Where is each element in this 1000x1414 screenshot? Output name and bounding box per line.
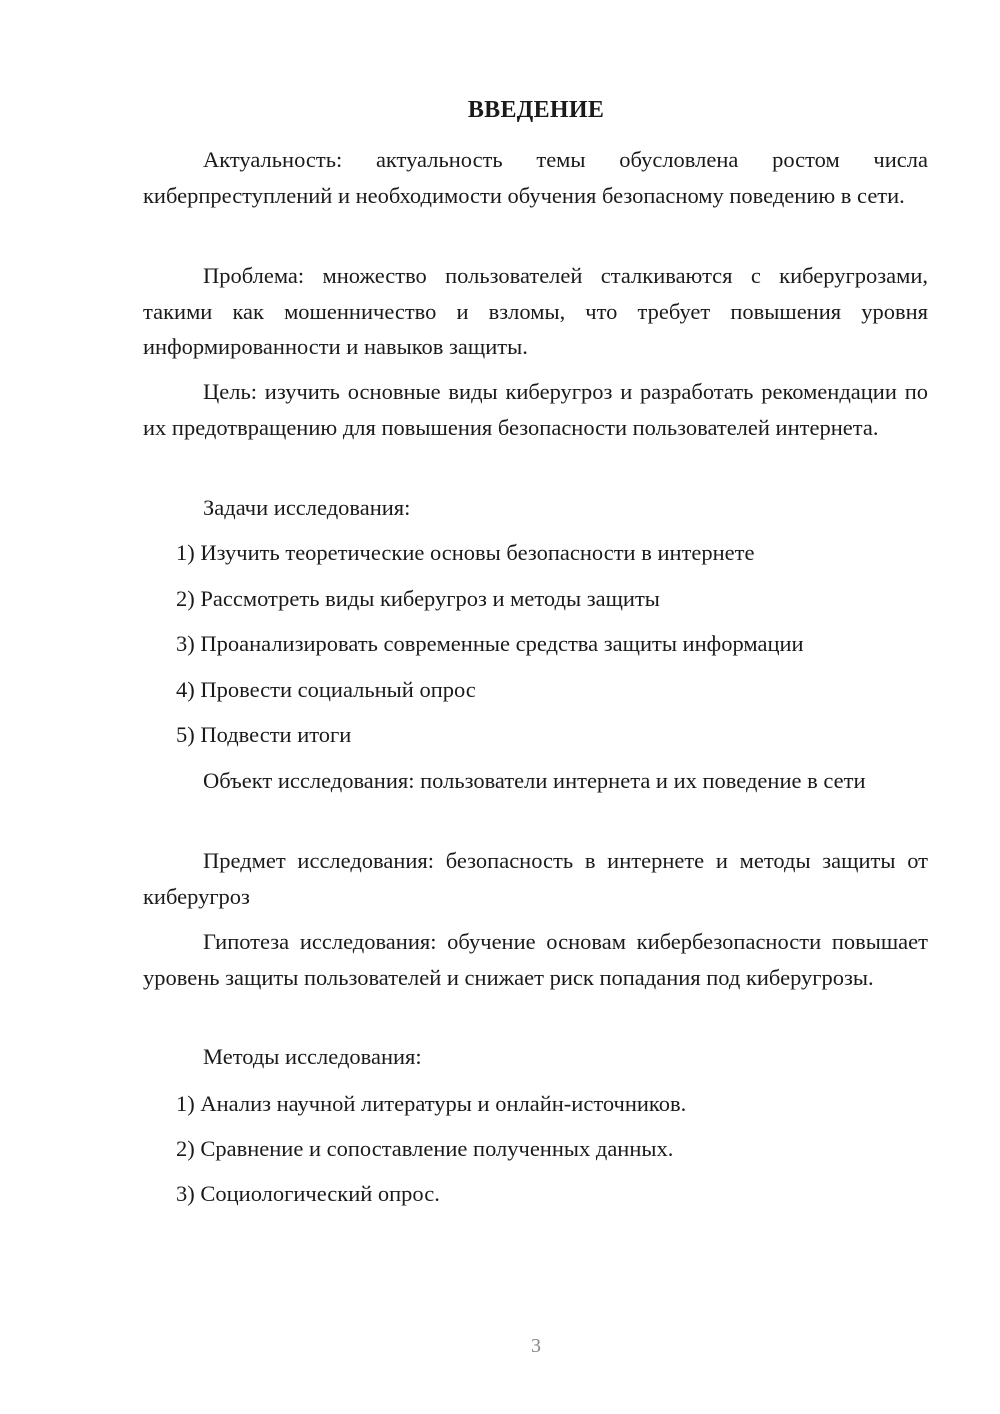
tasks-heading: Задачи исследования:	[203, 495, 411, 520]
task-item: 1) Изучить теоретические основы безопасности в интернете	[176, 540, 755, 565]
subject-paragraph: Предмет исследования: безопасность в интернете и методы защиты от киберугроз	[143, 848, 928, 909]
task-item: 3) Проанализировать современные средства защиты информации	[176, 631, 804, 656]
task-item: 2) Рассмотреть виды киберугроз и методы защиты	[176, 586, 660, 611]
task-item: 4) Провести социальный опрос	[176, 677, 476, 702]
page-title: ВВЕДЕНИЕ	[467, 97, 605, 123]
methods-heading: Методы исследования:	[203, 1044, 422, 1069]
problem-paragraph: Проблема: множество пользователей сталкиваются с киберугрозами, такими как мошенничество и взломы, что требует повышения уровня информированности и навыков защиты.	[143, 263, 928, 359]
object-paragraph: Объект исследования: пользователи интернета и их поведение в сети	[203, 768, 866, 793]
hypothesis-paragraph: Гипотеза исследования: обучение основам кибербезопасности повышает уровень защиты пользователей и снижает риск попадания под киберугрозы.	[143, 929, 928, 990]
page-number: 3	[531, 1335, 541, 1357]
task-item: 5) Подвести итоги	[176, 722, 352, 747]
method-item: 2) Сравнение и сопоставление полученных данных.	[176, 1136, 674, 1161]
relevance-paragraph: Актуальность: актуальность темы обусловлена ростом числа киберпреступлений и необходимости обучения безопасному поведению в сети.	[143, 147, 928, 208]
method-item: 1) Анализ научной литературы и онлайн-источников.	[176, 1091, 687, 1116]
goal-paragraph: Цель: изучить основные виды киберугроз и разработать рекомендации по их предотвращению для повышения безопасности пользователей интернета.	[143, 379, 928, 440]
method-item: 3) Социологический опрос.	[176, 1181, 440, 1206]
